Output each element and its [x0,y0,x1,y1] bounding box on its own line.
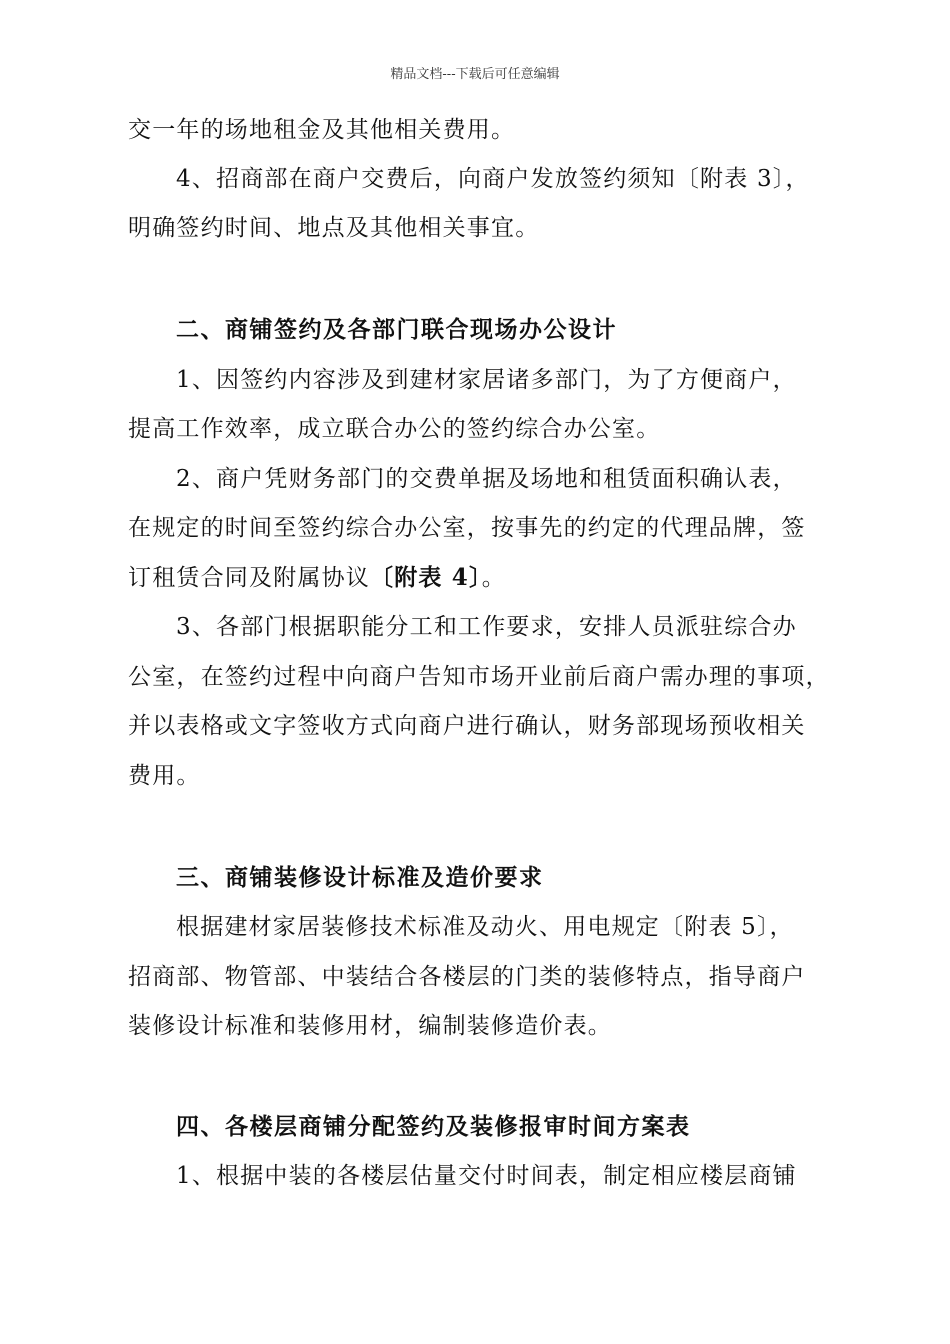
body-line: 1、根据中装的各楼层估量交付时间表，制定相应楼层商铺 [176,1163,797,1189]
body-line [128,562,506,594]
body-line: 4、招商部在商户交费后，向商户发放签约须知〔附表 3〕， [176,166,810,192]
section-heading: 二、商铺签约及各部门联合现场办公设计 [176,316,617,343]
body-line: 1、因签约内容涉及到建材家居诸多部门，为了方便商户， [176,367,797,393]
body-line: 明确签约时间、地点及其他相关事宜。 [128,215,540,241]
body-text: 订租赁合同及附属协议 [128,565,370,591]
section-heading: 四、各楼层商铺分配签约及装修报审时间方案表 [176,1113,691,1140]
body-text: 。 [481,565,506,591]
body-line: 并以表格或文字签收方式向商户进行确认，财务部现场预收相关 [128,713,806,739]
body-line: 在规定的时间至签约综合办公室，按事先的约定的代理品牌，签 [128,515,806,541]
body-line: 3、各部门根据职能分工和工作要求，安排人员派驻综合办 [176,614,797,640]
appendix-reference: 〔附表 4〕 [370,564,482,591]
body-line: 公室，在签约过程中向商户告知市场开业前后商户需办理的事项， [128,664,830,690]
body-line: 费用。 [128,763,201,789]
body-line: 根据建材家居装修技术标准及动火、用电规定〔附表 5〕， [176,914,794,940]
page-header: 精品文档---下载后可任意编辑 [390,67,560,82]
body-line: 招商部、物管部、中装结合各楼层的门类的装修特点，指导商户 [128,964,806,990]
section-heading: 三、商铺装修设计标准及造价要求 [176,864,544,891]
body-line: 提高工作效率，成立联合办公的签约综合办公室。 [128,416,661,442]
body-line: 交一年的场地租金及其他相关费用。 [128,117,516,143]
body-line: 2、商户凭财务部门的交费单据及场地和租赁面积确认表， [176,466,797,492]
body-line: 装修设计标准和装修用材，编制装修造价表。 [128,1013,612,1039]
